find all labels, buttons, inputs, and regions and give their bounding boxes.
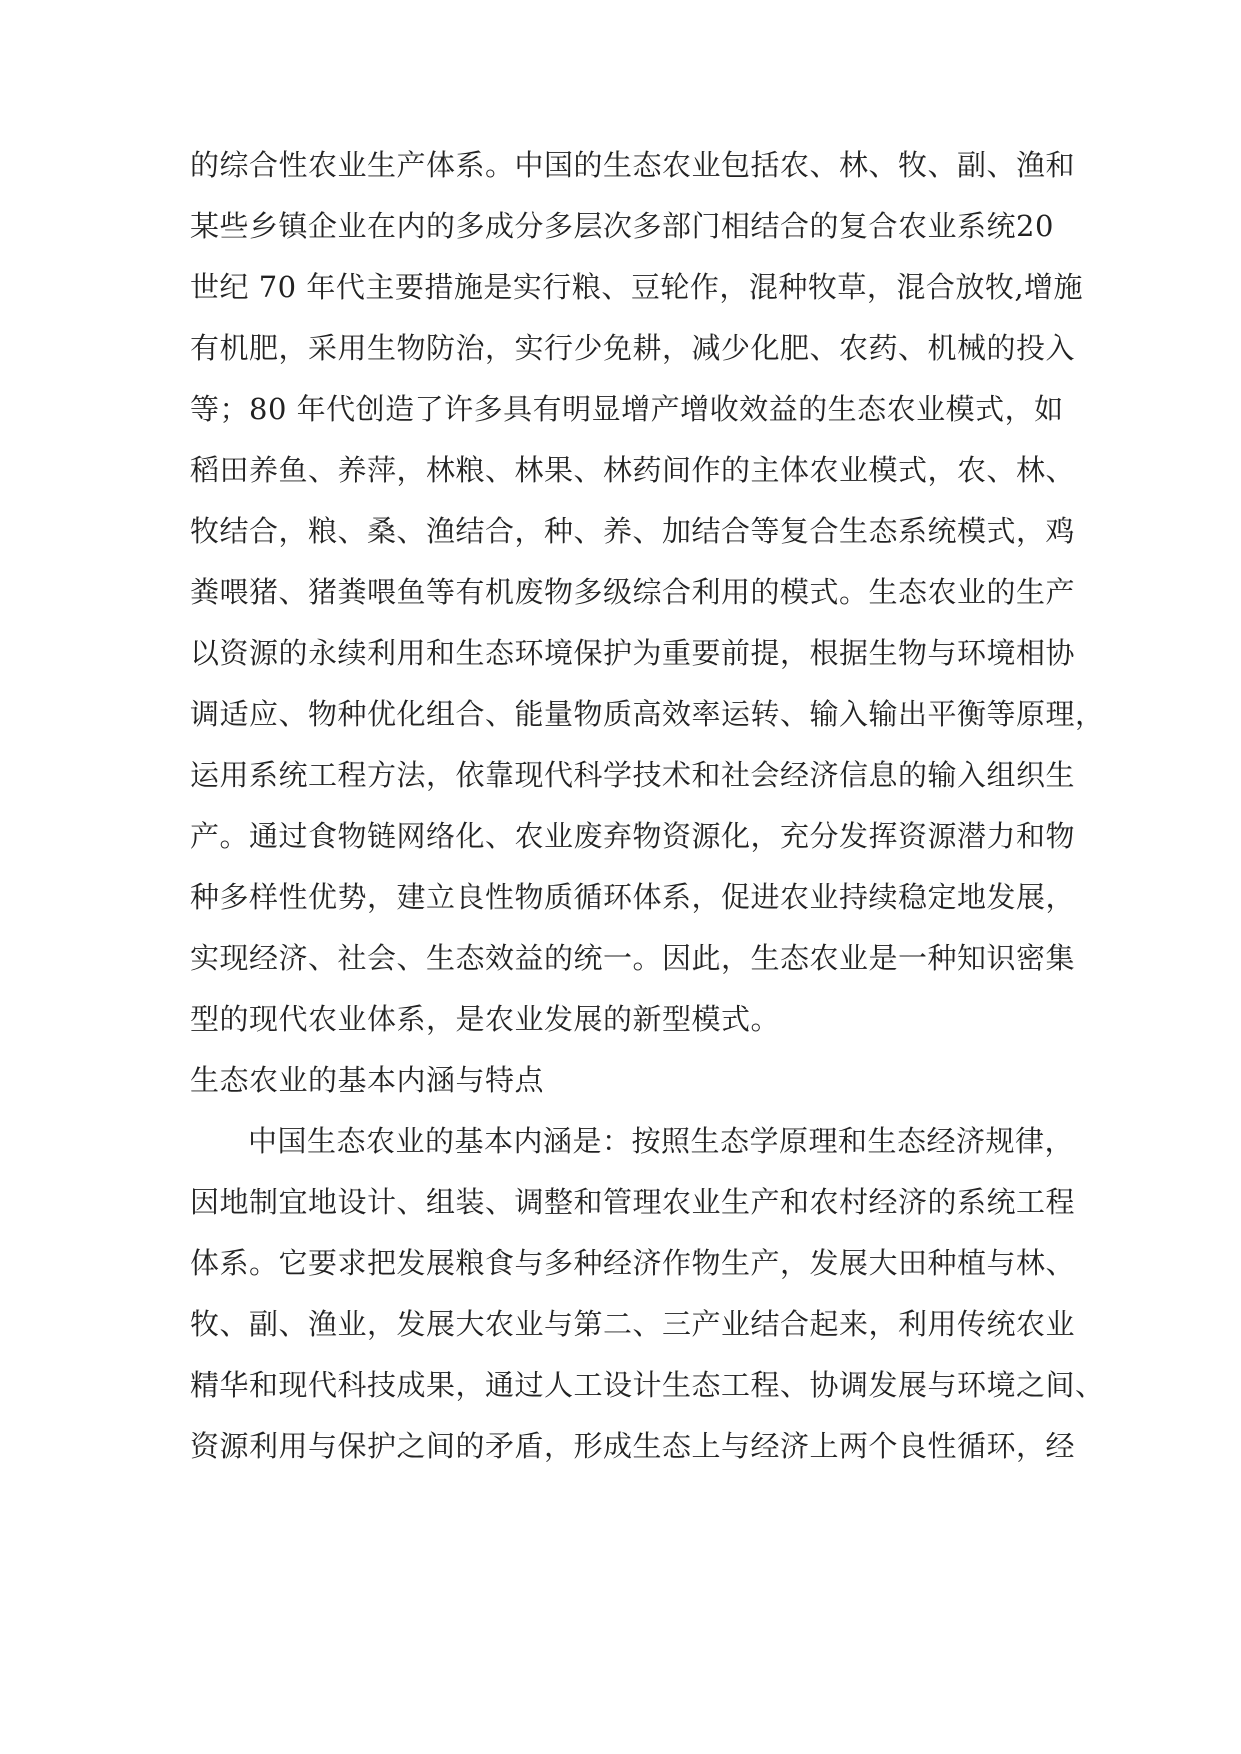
paragraph-1-line: 调适应、物种优化组合、能量物质高效率运转、输入输出平衡等原理， bbox=[190, 697, 1105, 731]
paragraph-1-line: 以资源的永续利用和生态环境保护为重要前提，根据生物与环境相协 bbox=[190, 636, 1076, 670]
paragraph-1-line: 粪喂猪、猪粪喂鱼等有机废物多级综合利用的模式。生态农业的生产 bbox=[190, 575, 1076, 609]
paragraph-1-line: 种多样性优势，建立良性物质循环体系，促进农业持续稳定地发展， bbox=[190, 880, 1076, 914]
paragraph-2-line: 资源利用与保护之间的矛盾，形成生态上与经济上两个良性循环，经 bbox=[190, 1429, 1076, 1463]
paragraph-1-line: 有机肥，采用生物防治，实行少免耕，减少化肥、农药、机械的投入 bbox=[190, 331, 1076, 365]
paragraph-2-line: 中国生态农业的基本内涵是：按照生态学原理和生态经济规律， bbox=[248, 1124, 1075, 1158]
paragraph-1-line: 某些乡镇企业在内的多成分多层次多部门相结合的复合农业系统20 bbox=[190, 209, 1054, 243]
paragraph-1-line: 稻田养鱼、养萍，林粮、林果、林药间作的主体农业模式，农、林、 bbox=[190, 453, 1076, 487]
paragraph-2-line: 因地制宜地设计、组装、调整和管理农业生产和农村经济的系统工程 bbox=[190, 1185, 1076, 1219]
paragraph-1-line: 世纪 70 年代主要措施是实行粮、豆轮作，混种牧草，混合放牧,增施 bbox=[190, 270, 1084, 304]
paragraph-1-line: 等；80 年代创造了许多具有明显增产增收效益的生态农业模式，如 bbox=[190, 392, 1064, 426]
paragraph-2-line: 精华和现代科技成果，通过人工设计生态工程、协调发展与环境之间、 bbox=[190, 1368, 1105, 1402]
paragraph-2-line: 体系。它要求把发展粮食与多种经济作物生产，发展大田种植与林、 bbox=[190, 1246, 1076, 1280]
paragraph-1-line: 的综合性农业生产体系。中国的生态农业包括农、林、牧、副、渔和 bbox=[190, 148, 1076, 182]
paragraph-2-line: 牧、副、渔业，发展大农业与第二、三产业结合起来，利用传统农业 bbox=[190, 1307, 1076, 1341]
section-heading: 生态农业的基本内涵与特点 bbox=[190, 1063, 545, 1097]
paragraph-1-line: 型的现代农业体系，是农业发展的新型模式。 bbox=[190, 1002, 781, 1036]
paragraph-1-line: 牧结合，粮、桑、渔结合，种、养、加结合等复合生态系统模式，鸡 bbox=[190, 514, 1076, 548]
paragraph-1-line: 产。通过食物链网络化、农业废弃物资源化，充分发挥资源潜力和物 bbox=[190, 819, 1076, 853]
paragraph-1-line: 运用系统工程方法，依靠现代科学技术和社会经济信息的输入组织生 bbox=[190, 758, 1076, 792]
paragraph-1-line: 实现经济、社会、生态效益的统一。因此，生态农业是一种知识密集 bbox=[190, 941, 1076, 975]
